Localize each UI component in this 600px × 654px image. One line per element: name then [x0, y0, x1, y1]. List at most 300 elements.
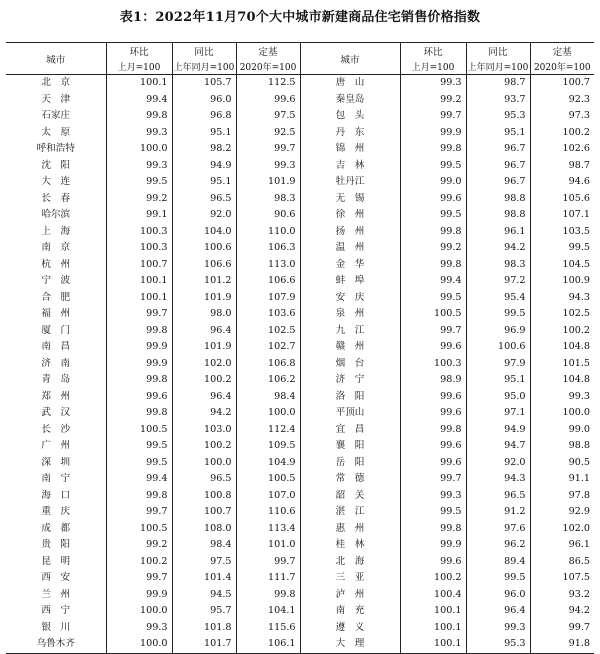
city-name-left: 合 肥 [41, 291, 71, 303]
yoy-value-left: 96.5 [172, 191, 236, 208]
base-value-left: 99.7 [236, 141, 300, 158]
base-value-left: 112.5 [236, 75, 300, 92]
city-name-left: 石家庄 [41, 110, 71, 121]
yoy-value-right: 96.4 [466, 603, 530, 620]
base-value-right: 91.1 [530, 471, 594, 488]
mom-value-left: 100.0 [106, 603, 172, 620]
mom-value-right: 99.9 [400, 537, 466, 554]
base-value-left: 107.9 [236, 290, 300, 307]
mom-value-right: 100.1 [400, 620, 466, 637]
yoy-value-right: 94.2 [466, 240, 530, 257]
city-name-left: 贵 阳 [41, 539, 71, 550]
base-value-left: 106.2 [236, 372, 300, 389]
yoy-value-right: 94.9 [466, 422, 530, 439]
yoy-value-left: 100.2 [172, 438, 236, 455]
yoy-value-right: 95.3 [466, 636, 530, 653]
base-value-right: 103.5 [530, 224, 594, 241]
header-yoy-right: 同比 [466, 43, 530, 60]
table-row [6, 92, 594, 109]
city-name-left: 广 州 [41, 440, 71, 451]
mom-value-right: 99.4 [400, 273, 466, 290]
base-value-right: 107.5 [530, 570, 594, 587]
yoy-value-right: 95.1 [466, 372, 530, 389]
header-base-right: 定基 [530, 43, 594, 60]
city-name-right: 吉 林 [300, 158, 400, 175]
yoy-value-left: 102.0 [172, 356, 236, 373]
base-value-right: 96.1 [530, 537, 594, 554]
base-value-right: 100.2 [530, 323, 594, 340]
mom-value-right: 99.6 [400, 554, 466, 571]
yoy-value-left: 101.4 [172, 570, 236, 587]
city-name-left: 天 津 [41, 93, 71, 105]
base-value-left: 113.0 [236, 257, 300, 274]
city-name-left: 沈 阳 [41, 159, 71, 171]
mom-value-right: 99.7 [400, 471, 466, 488]
mom-value-left: 100.5 [106, 422, 172, 439]
mom-value-right: 99.5 [400, 158, 466, 175]
yoy-value-left: 101.9 [172, 339, 236, 356]
header-base-sub-left: 2020年=100 [236, 59, 300, 75]
yoy-value-right: 98.3 [466, 257, 530, 274]
yoy-value-right: 92.0 [466, 455, 530, 472]
city-name-right: 平顶山 [300, 405, 400, 422]
table-row [6, 455, 594, 472]
table-row [6, 438, 594, 455]
table-row [6, 554, 594, 571]
table-row [6, 125, 594, 142]
mom-value-right: 99.3 [400, 75, 466, 92]
mom-value-left: 99.8 [106, 488, 172, 505]
table-row [6, 174, 594, 191]
mom-value-left: 99.3 [106, 620, 172, 637]
yoy-value-left: 96.5 [172, 471, 236, 488]
mom-value-left: 100.0 [106, 141, 172, 158]
base-value-right: 99.3 [530, 389, 594, 406]
yoy-value-left: 106.6 [172, 257, 236, 274]
base-value-left: 102.5 [236, 323, 300, 340]
city-name-left: 银 川 [41, 621, 71, 633]
city-name-right: 遵 义 [300, 620, 400, 637]
city-name-right: 九 江 [300, 323, 400, 340]
mom-value-left: 100.3 [106, 224, 172, 241]
city-name-right: 济 宁 [300, 372, 400, 389]
base-value-right: 99.0 [530, 422, 594, 439]
base-value-right: 92.9 [530, 504, 594, 521]
base-value-right: 100.7 [530, 75, 594, 92]
city-name-right: 金 华 [300, 257, 400, 274]
base-value-right: 100.9 [530, 273, 594, 290]
base-value-left: 99.8 [236, 587, 300, 604]
table-row [6, 620, 594, 637]
base-value-right: 93.2 [530, 587, 594, 604]
yoy-value-right: 95.3 [466, 108, 530, 125]
yoy-value-right: 98.8 [466, 207, 530, 224]
table-row [6, 75, 594, 92]
table-row [6, 504, 594, 521]
mom-value-right: 99.8 [400, 521, 466, 538]
city-name-left: 西 安 [41, 572, 71, 583]
city-name-left: 郑 州 [41, 390, 71, 402]
mom-value-left: 99.7 [106, 570, 172, 587]
base-value-right: 98.8 [530, 438, 594, 455]
city-name-left: 青 岛 [41, 374, 71, 385]
yoy-value-left: 103.0 [172, 422, 236, 439]
yoy-value-right: 99.5 [466, 570, 530, 587]
mom-value-left: 99.4 [106, 92, 172, 109]
mom-value-left: 100.3 [106, 240, 172, 257]
mom-value-left: 99.5 [106, 455, 172, 472]
mom-value-right: 100.1 [400, 636, 466, 653]
city-name-right: 赣 州 [300, 339, 400, 356]
mom-value-left: 100.7 [106, 257, 172, 274]
yoy-value-left: 96.4 [172, 323, 236, 340]
base-value-left: 98.4 [236, 389, 300, 406]
table-row [6, 306, 594, 323]
city-name-right: 徐 州 [300, 207, 400, 224]
mom-value-left: 99.7 [106, 504, 172, 521]
mom-value-right: 99.8 [400, 141, 466, 158]
city-name-right: 泉 州 [300, 306, 400, 323]
city-name-right: 岳 阳 [300, 455, 400, 472]
table-row [6, 570, 594, 587]
base-value-right: 99.7 [530, 620, 594, 637]
city-name-left: 上 海 [41, 225, 71, 237]
city-name-right: 蚌 埠 [300, 273, 400, 290]
mom-value-right: 99.6 [400, 455, 466, 472]
city-name-left: 南 宁 [41, 473, 71, 484]
base-value-left: 92.5 [236, 125, 300, 142]
mom-value-right: 99.8 [400, 224, 466, 241]
yoy-value-left: 100.0 [172, 455, 236, 472]
mom-value-left: 99.2 [106, 537, 172, 554]
city-name-left: 济 南 [41, 357, 71, 369]
city-name-left: 乌鲁木齐 [6, 636, 106, 653]
table-row [6, 240, 594, 257]
mom-value-left: 99.8 [106, 108, 172, 125]
mom-value-left: 100.0 [106, 636, 172, 653]
base-value-right: 94.2 [530, 603, 594, 620]
city-name-right: 南 充 [300, 603, 400, 620]
base-value-left: 97.5 [236, 108, 300, 125]
city-name-right: 烟 台 [300, 356, 400, 373]
mom-value-right: 100.5 [400, 306, 466, 323]
city-name-right: 秦皇岛 [300, 92, 400, 109]
mom-value-right: 99.8 [400, 257, 466, 274]
base-value-left: 111.7 [236, 570, 300, 587]
city-name-left: 长 春 [41, 192, 71, 204]
mom-value-left: 100.1 [106, 290, 172, 307]
yoy-value-right: 95.4 [466, 290, 530, 307]
base-value-left: 115.6 [236, 620, 300, 637]
mom-value-left: 99.4 [106, 471, 172, 488]
yoy-value-left: 95.1 [172, 174, 236, 191]
city-name-left: 长 沙 [41, 423, 71, 435]
mom-value-left: 99.8 [106, 372, 172, 389]
yoy-value-left: 94.2 [172, 405, 236, 422]
table-row [6, 207, 594, 224]
mom-value-left: 99.3 [106, 125, 172, 142]
yoy-value-right: 98.7 [466, 75, 530, 92]
table-row [6, 636, 594, 653]
mom-value-right: 99.3 [400, 488, 466, 505]
base-value-right: 90.5 [530, 455, 594, 472]
base-value-right: 102.0 [530, 521, 594, 538]
base-value-left: 99.6 [236, 92, 300, 109]
yoy-value-right: 97.6 [466, 521, 530, 538]
city-name-left: 福 州 [41, 308, 71, 319]
base-value-right: 104.8 [530, 372, 594, 389]
yoy-value-right: 100.6 [466, 339, 530, 356]
base-value-left: 107.0 [236, 488, 300, 505]
yoy-value-left: 92.0 [172, 207, 236, 224]
city-name-right: 牡丹江 [300, 174, 400, 191]
city-name-right: 锦 州 [300, 141, 400, 158]
city-name-left: 西 宁 [41, 605, 71, 616]
base-value-right: 94.3 [530, 290, 594, 307]
header-mom-sub-right: 上月=100 [400, 59, 466, 75]
city-name-left: 太 原 [41, 126, 71, 138]
table-row [6, 422, 594, 439]
city-name-left: 宁 波 [41, 275, 71, 286]
mom-value-right: 99.6 [400, 405, 466, 422]
header-base-sub-right: 2020年=100 [530, 59, 594, 75]
header-yoy-left: 同比 [172, 43, 236, 60]
mom-value-right: 99.5 [400, 207, 466, 224]
yoy-value-right: 97.1 [466, 405, 530, 422]
base-value-left: 100.5 [236, 471, 300, 488]
city-name-right: 包 头 [300, 108, 400, 125]
mom-value-right: 99.6 [400, 339, 466, 356]
mom-value-right: 99.6 [400, 389, 466, 406]
yoy-value-right: 91.2 [466, 504, 530, 521]
yoy-value-right: 99.5 [466, 306, 530, 323]
table-row [6, 141, 594, 158]
yoy-value-left: 100.2 [172, 372, 236, 389]
yoy-value-right: 96.7 [466, 174, 530, 191]
base-value-left: 90.6 [236, 207, 300, 224]
header-yoy-sub-right: 上年同月=100 [466, 59, 530, 75]
mom-value-left: 99.5 [106, 438, 172, 455]
mom-value-left: 99.5 [106, 174, 172, 191]
mom-value-right: 99.8 [400, 422, 466, 439]
table-row [6, 158, 594, 175]
table-row [6, 224, 594, 241]
city-name-left: 重 庆 [41, 506, 71, 517]
mom-value-left: 100.1 [106, 75, 172, 92]
header-mom-left: 环比 [106, 43, 172, 60]
city-name-left: 海 口 [41, 489, 71, 501]
mom-value-left: 99.2 [106, 191, 172, 208]
base-value-right: 94.6 [530, 174, 594, 191]
mom-value-right: 99.6 [400, 438, 466, 455]
base-value-left: 106.1 [236, 636, 300, 653]
yoy-value-left: 105.7 [172, 75, 236, 92]
table-row [6, 587, 594, 604]
base-value-left: 104.9 [236, 455, 300, 472]
mom-value-right: 99.2 [400, 92, 466, 109]
base-value-right: 105.6 [530, 191, 594, 208]
base-value-right: 97.8 [530, 488, 594, 505]
base-value-left: 101.9 [236, 174, 300, 191]
mom-value-left: 99.9 [106, 356, 172, 373]
table-row [6, 339, 594, 356]
base-value-left: 112.4 [236, 422, 300, 439]
base-value-right: 104.5 [530, 257, 594, 274]
yoy-value-right: 96.7 [466, 141, 530, 158]
mom-value-left: 100.1 [106, 273, 172, 290]
yoy-value-left: 108.0 [172, 521, 236, 538]
table-row [6, 389, 594, 406]
city-name-right: 丹 东 [300, 125, 400, 142]
yoy-value-left: 101.9 [172, 290, 236, 307]
mom-value-left: 99.3 [106, 158, 172, 175]
city-name-right: 北 海 [300, 554, 400, 571]
city-name-left: 呼和浩特 [36, 143, 75, 154]
city-name-left: 大 连 [41, 176, 71, 187]
base-value-left: 104.1 [236, 603, 300, 620]
city-name-right: 泸 州 [300, 587, 400, 604]
city-name-left: 武 汉 [41, 407, 71, 418]
yoy-value-right: 96.5 [466, 488, 530, 505]
yoy-value-left: 100.8 [172, 488, 236, 505]
mom-value-right: 99.7 [400, 108, 466, 125]
yoy-value-right: 96.7 [466, 158, 530, 175]
base-value-left: 109.5 [236, 438, 300, 455]
yoy-value-left: 94.9 [172, 158, 236, 175]
table-row [6, 356, 594, 373]
yoy-value-left: 97.5 [172, 554, 236, 571]
yoy-value-right: 95.0 [466, 389, 530, 406]
table-row [6, 603, 594, 620]
base-value-right: 86.5 [530, 554, 594, 571]
yoy-value-left: 96.0 [172, 92, 236, 109]
table-row [6, 191, 594, 208]
city-name-right: 扬 州 [300, 224, 400, 241]
mom-value-right: 98.9 [400, 372, 466, 389]
city-name-right: 温 州 [300, 240, 400, 257]
city-name-right: 湛 江 [300, 504, 400, 521]
yoy-value-right: 97.9 [466, 356, 530, 373]
base-value-right: 102.6 [530, 141, 594, 158]
table-row [6, 257, 594, 274]
header-yoy-sub-left: 上年同月=100 [172, 59, 236, 75]
mom-value-right: 99.6 [400, 191, 466, 208]
table-row [6, 273, 594, 290]
base-value-right: 107.1 [530, 207, 594, 224]
table-row [6, 290, 594, 307]
base-value-right: 102.5 [530, 306, 594, 323]
mom-value-right: 100.1 [400, 603, 466, 620]
mom-value-left: 99.9 [106, 339, 172, 356]
yoy-value-left: 94.5 [172, 587, 236, 604]
yoy-value-left: 100.6 [172, 240, 236, 257]
yoy-value-left: 98.0 [172, 306, 236, 323]
city-name-right: 韶 关 [300, 488, 400, 505]
city-name-right: 三 亚 [300, 570, 400, 587]
city-name-right: 唐 山 [300, 75, 400, 92]
yoy-value-left: 98.2 [172, 141, 236, 158]
yoy-value-left: 98.4 [172, 537, 236, 554]
mom-value-right: 99.5 [400, 290, 466, 307]
mom-value-right: 99.2 [400, 240, 466, 257]
table-title: 表1：2022年11月70个大中城市新建商品住宅销售价格指数 [119, 10, 481, 25]
mom-value-right: 100.4 [400, 587, 466, 604]
yoy-value-left: 96.4 [172, 389, 236, 406]
yoy-value-right: 95.1 [466, 125, 530, 142]
mom-value-left: 99.7 [106, 306, 172, 323]
base-value-left: 100.0 [236, 405, 300, 422]
city-name-left: 北 京 [41, 77, 71, 88]
table-row [6, 537, 594, 554]
base-value-right: 98.7 [530, 158, 594, 175]
table-row [6, 521, 594, 538]
yoy-value-right: 96.2 [466, 537, 530, 554]
yoy-value-right: 89.4 [466, 554, 530, 571]
base-value-left: 102.7 [236, 339, 300, 356]
yoy-value-left: 100.7 [172, 504, 236, 521]
city-name-left: 哈尔滨 [41, 209, 71, 220]
mom-value-right: 99.7 [400, 323, 466, 340]
base-value-right: 104.8 [530, 339, 594, 356]
city-name-left: 昆 明 [41, 555, 71, 567]
mom-value-left: 100.5 [106, 521, 172, 538]
yoy-value-left: 95.1 [172, 125, 236, 142]
base-value-left: 106.8 [236, 356, 300, 373]
table-row [6, 372, 594, 389]
city-name-right: 桂 林 [300, 537, 400, 554]
header-city-left: 城市 [6, 43, 106, 75]
table-row [6, 488, 594, 505]
base-value-left: 106.6 [236, 273, 300, 290]
yoy-value-right: 94.7 [466, 438, 530, 455]
base-value-left: 110.6 [236, 504, 300, 521]
mom-value-left: 99.6 [106, 389, 172, 406]
base-value-right: 91.8 [530, 636, 594, 653]
base-value-left: 110.0 [236, 224, 300, 241]
base-value-right: 97.3 [530, 108, 594, 125]
header-mom-sub-left: 上月=100 [106, 59, 172, 75]
yoy-value-right: 96.0 [466, 587, 530, 604]
yoy-value-right: 98.8 [466, 191, 530, 208]
mom-value-left: 99.1 [106, 207, 172, 224]
yoy-value-left: 96.8 [172, 108, 236, 125]
table-row [6, 323, 594, 340]
city-name-right: 宜 昌 [300, 422, 400, 439]
yoy-value-right: 96.1 [466, 224, 530, 241]
yoy-value-left: 95.7 [172, 603, 236, 620]
yoy-value-right: 93.7 [466, 92, 530, 109]
city-name-right: 襄 阳 [300, 438, 400, 455]
mom-value-right: 100.2 [400, 570, 466, 587]
base-value-right: 100.2 [530, 125, 594, 142]
city-name-left: 厦 门 [41, 324, 71, 336]
base-value-right: 100.0 [530, 405, 594, 422]
city-name-right: 惠 州 [300, 521, 400, 538]
base-value-left: 101.0 [236, 537, 300, 554]
base-value-left: 106.3 [236, 240, 300, 257]
city-name-right: 无 锡 [300, 191, 400, 208]
yoy-value-right: 97.2 [466, 273, 530, 290]
mom-value-left: 100.2 [106, 554, 172, 571]
yoy-value-left: 101.7 [172, 636, 236, 653]
yoy-value-right: 96.9 [466, 323, 530, 340]
city-name-left: 深 圳 [41, 456, 71, 468]
mom-value-left: 99.8 [106, 323, 172, 340]
base-value-left: 99.3 [236, 158, 300, 175]
city-name-right: 常 德 [300, 471, 400, 488]
yoy-value-left: 104.0 [172, 224, 236, 241]
city-name-left: 成 都 [41, 522, 71, 534]
